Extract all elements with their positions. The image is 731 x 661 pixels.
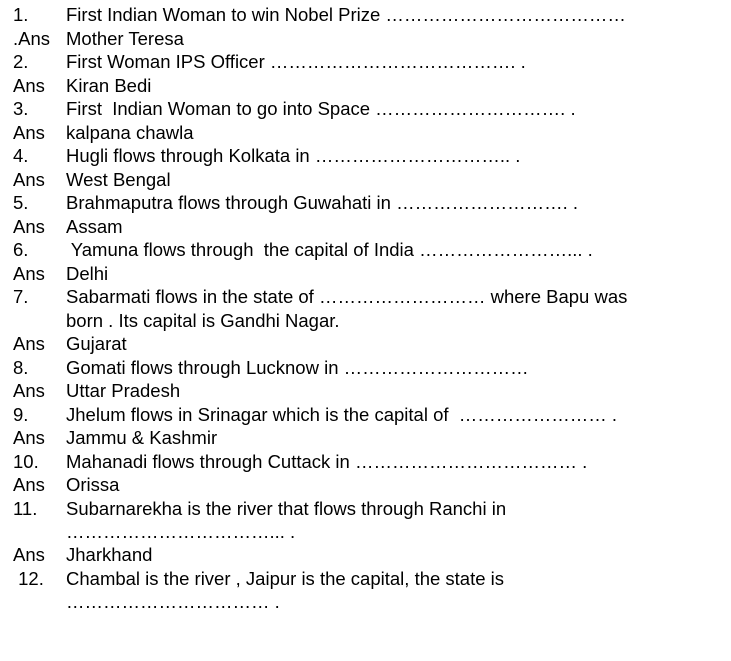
question-text: Mahanadi flows through Cuttack in ……………………………… . [66, 450, 588, 472]
answer-text: Kiran Bedi [66, 74, 152, 96]
answer-label: .Ans [13, 27, 51, 49]
question-number: 8. [13, 356, 29, 378]
answer-text: Delhi [66, 262, 109, 284]
question-text: Gomati flows through Lucknow in ………………………… [66, 356, 529, 378]
answer-label: Ans [13, 333, 45, 354]
question-text: Chambal is the river , Jaipur is the capital, the state is [66, 567, 505, 589]
answer-text: Mother Teresa [66, 27, 184, 49]
question-text: First Indian Woman to win Nobel Prize ………………………………… [66, 4, 626, 25]
answer-label: Ans [13, 380, 45, 401]
question-text: Sabarmati flows in the state of ……………………… where Bapu was [66, 286, 628, 307]
answer-label: Ans [13, 262, 45, 284]
answer-text: Jammu & Kashmir [66, 427, 218, 448]
question-text-continued: born . Its capital is Gandhi Nagar. [66, 309, 340, 331]
answer-text: West Bengal [66, 168, 171, 190]
question-number: 7. [13, 286, 29, 307]
question-text: Brahmaputra flows through Guwahati in ………………………. . [66, 192, 579, 213]
question-number: 5. [13, 192, 29, 213]
question-continuation-line [0, 590, 731, 661]
question-text-continued: …………………………… . [66, 591, 280, 612]
question-number: 9. [13, 403, 29, 425]
question-text: Subarnarekha is the river that flows through Ranchi in [66, 497, 507, 519]
question-text: First Indian Woman to go into Space …………………………. . [66, 98, 576, 119]
answer-text: Assam [66, 215, 123, 237]
question-text: Jhelum flows in Srinagar which is the capital of …………………… . [66, 403, 618, 425]
answer-text: Orissa [66, 474, 120, 495]
answer-text: Gujarat [66, 333, 127, 354]
question-number: 12. [13, 567, 44, 589]
question-text: Yamuna flows through the capital of India ……………………... . [66, 239, 593, 260]
answer-text: Uttar Pradesh [66, 380, 181, 401]
answer-label: Ans [13, 74, 45, 96]
answer-label: Ans [13, 215, 45, 237]
answer-label: Ans [13, 427, 45, 448]
answer-text: kalpana chawla [66, 121, 194, 143]
question-number: 1. [13, 4, 29, 25]
question-number: 3. [13, 98, 29, 119]
answer-label: Ans [13, 168, 45, 190]
question-text: First Woman IPS Officer …………………………………. . [66, 51, 526, 72]
answer-label: Ans [13, 474, 45, 495]
question-number: 4. [13, 145, 29, 166]
question-number: 11. [13, 497, 38, 519]
question-number: 2. [13, 51, 29, 72]
answer-text: Jharkhand [66, 544, 153, 565]
question-number: 10. [13, 450, 39, 472]
answer-label: Ans [13, 544, 45, 565]
question-text-continued: ……………………………... . [66, 521, 296, 542]
answer-label: Ans [13, 121, 45, 143]
question-number: 6. [13, 239, 29, 260]
question-text: Hugli flows through Kolkata in ………………………….. . [66, 145, 521, 166]
